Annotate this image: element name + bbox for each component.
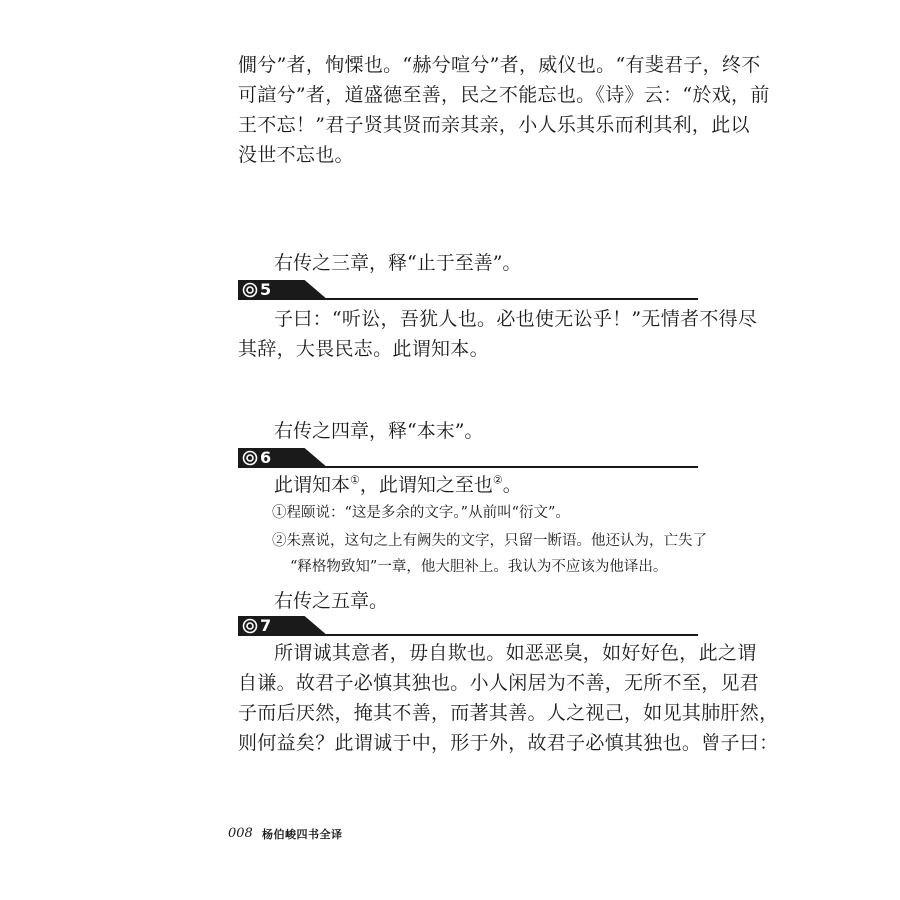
paragraph-line: 所谓诚其意者，毋自欺也。如恶恶臭，如好好色，此之谓 [274, 642, 757, 664]
section-header-6 [238, 448, 698, 468]
paragraph-line: 子而后厌然，掩其不善，而著其善。人之视己，如见其肺肝然， [238, 702, 779, 724]
double-circle-icon [242, 618, 258, 634]
paragraph-line: 没世不忘也。 [238, 144, 354, 166]
section-number: 6 [260, 448, 272, 467]
chapter4-end-line: 右传之四章，释“本末”。 [274, 420, 484, 442]
text-segment: ，此谓知之至也 [359, 474, 493, 496]
paragraph-line: 子曰：“听讼，吾犹人也。必也使无讼乎！”无情者不得尽 [274, 308, 758, 330]
double-circle-icon [242, 450, 258, 466]
section-number: 7 [260, 616, 272, 635]
chapter5-end-line: 右传之五章。 [274, 590, 389, 612]
section-header-5 [238, 280, 698, 300]
chapter3-end-line: 右传之三章，释“止于至善”。 [274, 252, 522, 274]
section-rule [238, 466, 698, 468]
section7-paragraph [238, 638, 779, 758]
text-segment: 。 [502, 474, 522, 496]
section-rule [238, 634, 698, 636]
paragraph-top [238, 50, 770, 170]
footnote-2-line-2: “释格物致知”一章，他大胆补上。我认为不应该为他译出。 [290, 559, 668, 575]
footnote-ref: ① [350, 473, 360, 487]
book-title: 杨伯峻四书全译 [262, 828, 343, 841]
paragraph-line: 其辞，大畏民志。此谓知本。 [238, 338, 489, 360]
paragraph-line: 王不忘！”君子贤其贤而亲其亲，小人乐其乐而利其利，此以 [238, 114, 750, 136]
section6-main-line [274, 472, 522, 498]
paragraph-line: 则何益矣？此谓诚于中，形于外，故君子必慎其独也。曾子曰： [238, 732, 779, 754]
footnote-1: ①程颐说：“这是多余的文字。”从前叫“衍文”。 [272, 505, 570, 521]
page-number: 008 [228, 826, 253, 841]
paragraph-line: 可諠兮”者，道盛德至善，民之不能忘也。《诗》云：“於戏，前 [238, 84, 770, 106]
text-segment: 此谓知本 [274, 474, 351, 496]
footnote-2-line-1: ②朱熹说，这句之上有阙失的文字，只留一断语。他还认为，亡失了 [272, 533, 707, 549]
section-rule [238, 298, 698, 300]
section-header-7 [238, 616, 698, 636]
footnote-ref: ② [492, 473, 503, 487]
paragraph-line: 自谦。故君子必慎其独也。小人闲居为不善，无所不至，见君 [238, 672, 760, 694]
section-number: 5 [260, 280, 272, 299]
paragraph-line: 僩兮”者，恂慄也。“赫兮喧兮”者，威仪也。“有斐君子，终不 [238, 54, 761, 76]
section5-paragraph [238, 304, 758, 364]
double-circle-icon [242, 282, 258, 298]
